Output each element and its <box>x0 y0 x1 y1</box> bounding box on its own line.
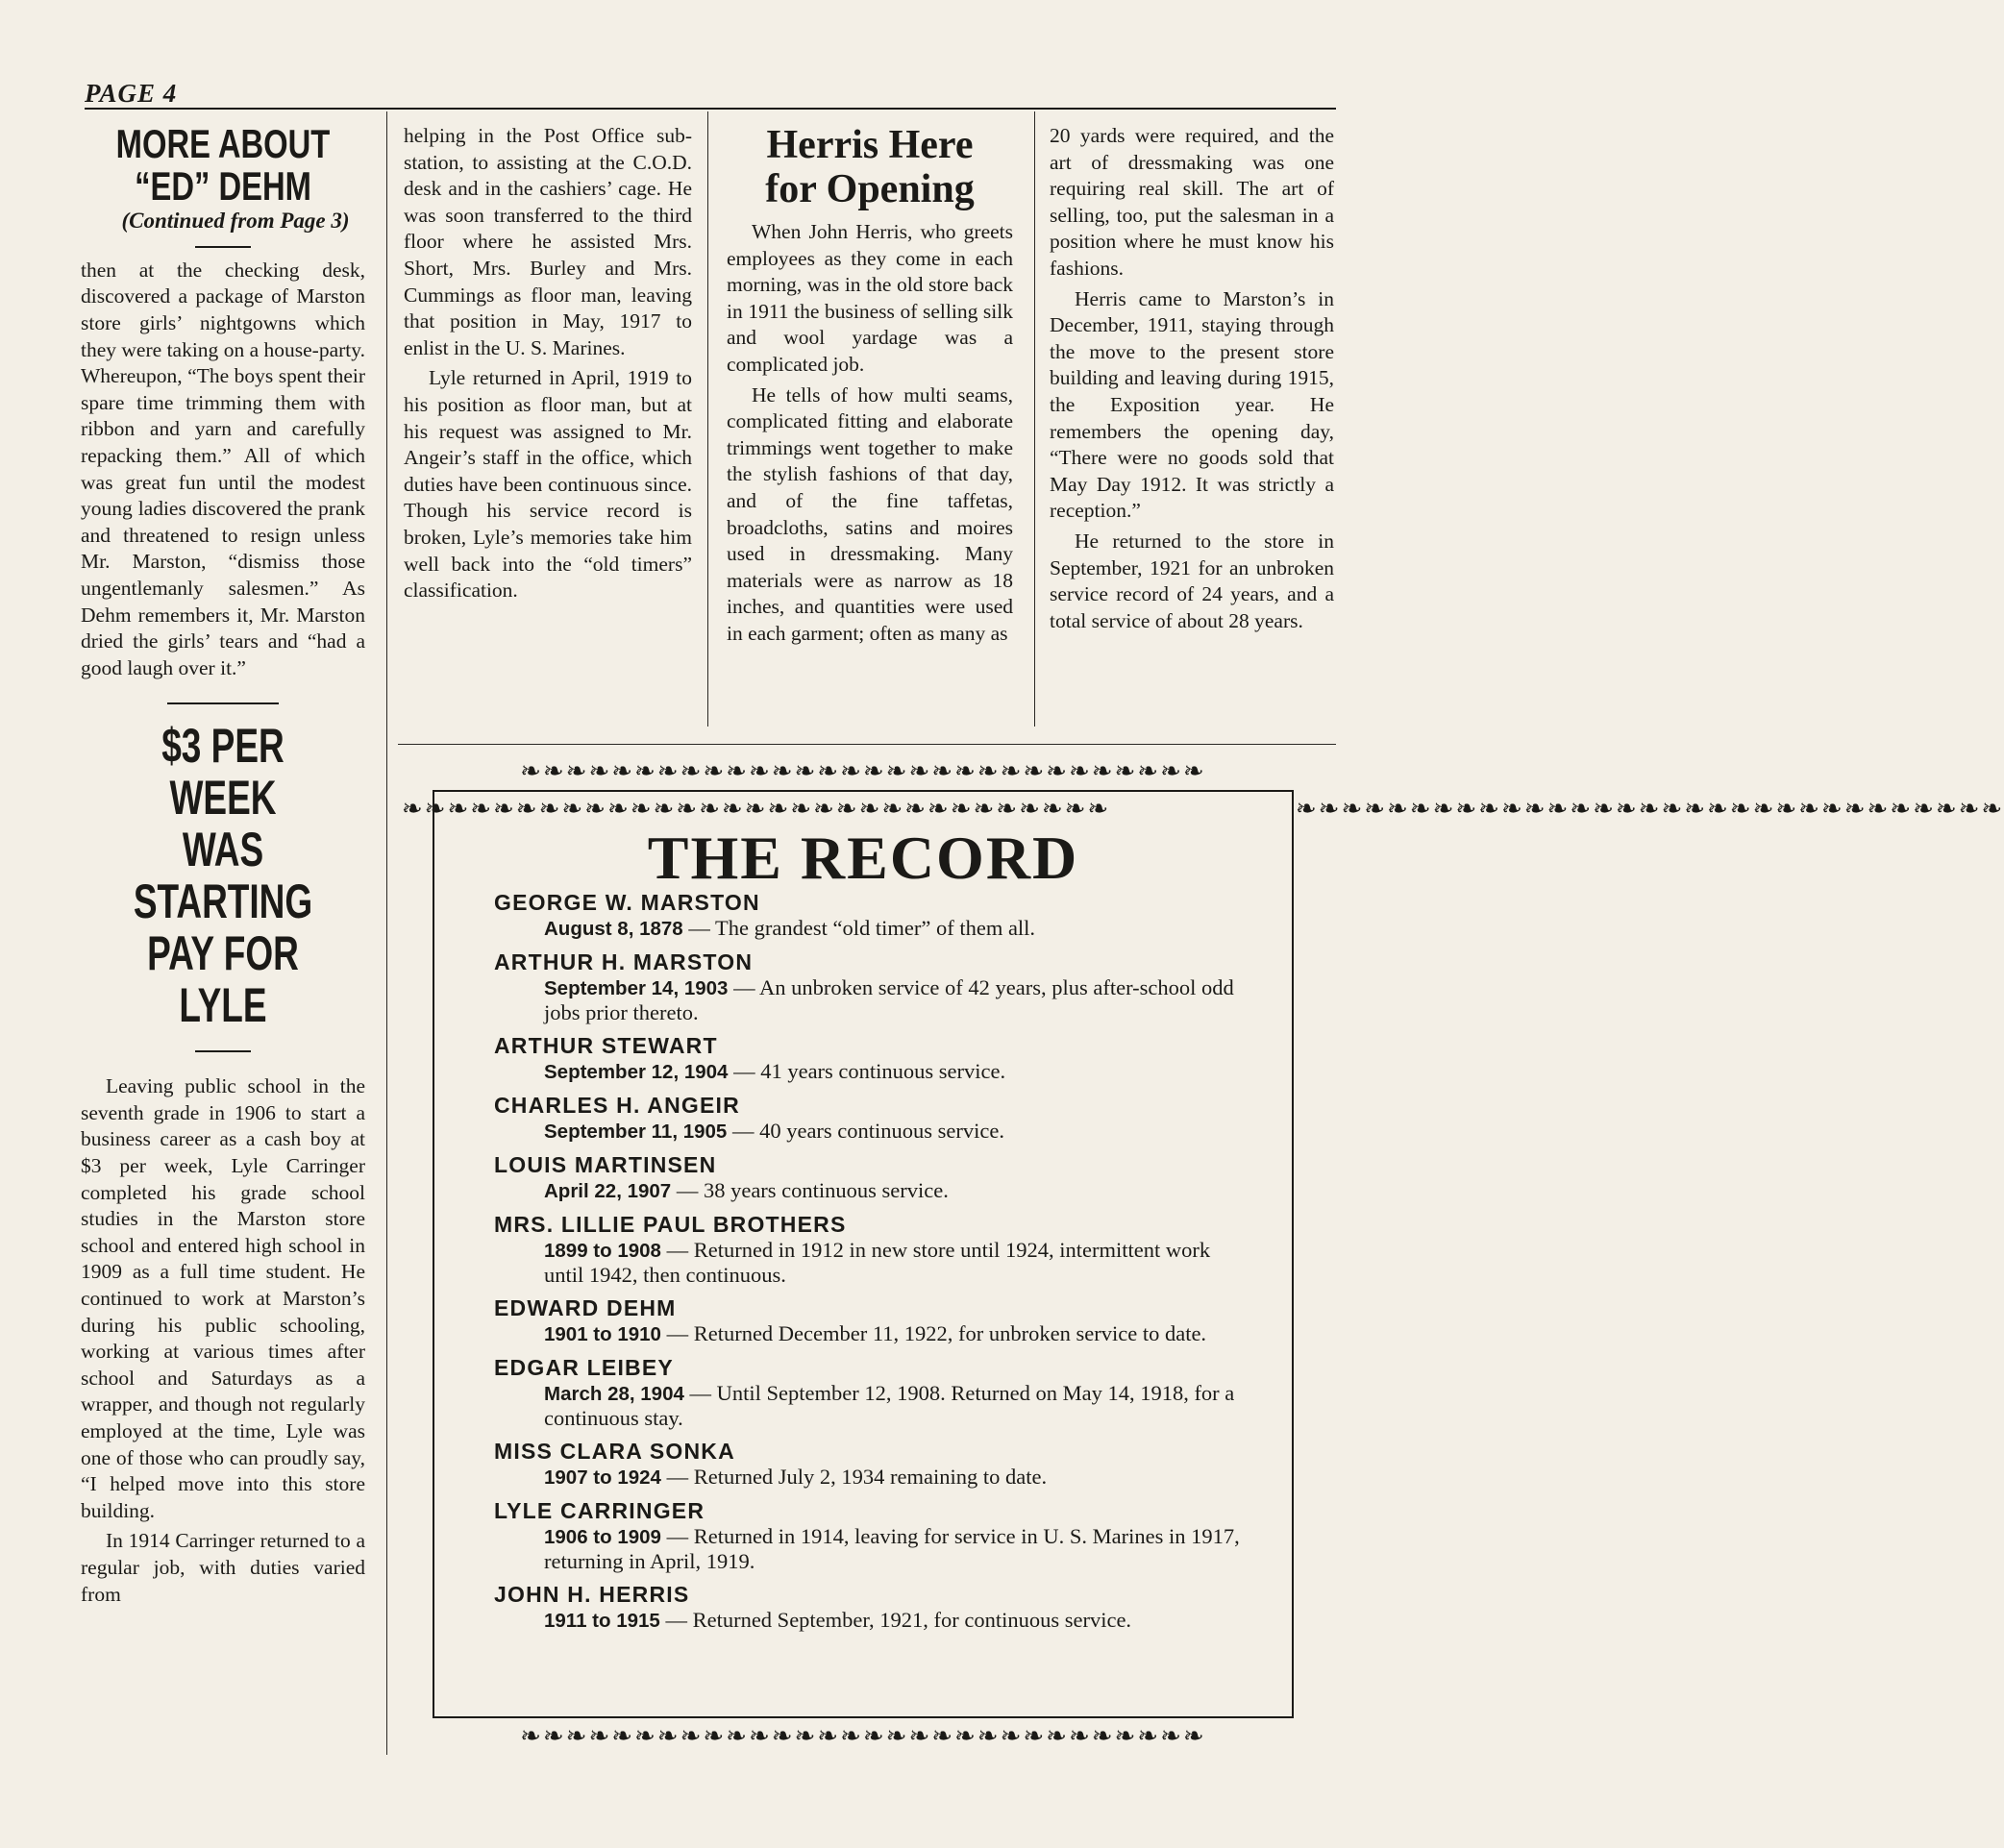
record-entry <box>494 1212 1253 1287</box>
record-entry-date: September 12, 1904 <box>544 1061 729 1083</box>
ornamental-border-right: ❧❧❧❧❧❧❧❧❧❧❧❧❧❧❧❧❧❧❧❧❧❧❧❧❧❧❧❧❧❧❧ <box>1296 795 2004 824</box>
record-entry <box>494 1355 1253 1430</box>
record-entry-text: An unbroken service of 42 years, plus after-school odd jobs prior thereto. <box>544 975 1234 1024</box>
em-dash: — <box>683 1381 717 1405</box>
record-entry-name: LOUIS MARTINSEN <box>494 1152 717 1177</box>
em-dash: — <box>660 1238 694 1262</box>
record-entry-date: September 14, 1903 <box>544 977 729 999</box>
lyle-headline-line-1: $3 PER WEEK <box>161 719 285 825</box>
record-entry <box>494 1295 1253 1346</box>
record-entry <box>494 890 1253 941</box>
lyle-headline-line-3: PAY FOR LYLE <box>147 926 299 1033</box>
herris-continuation-1: 20 yards were required, and the art of dressmaking was one requiring real skill. The art of selling, too, put the salesman in a position where he must know his fashions. <box>1050 124 1334 280</box>
record-entry-date: March 28, 1904 <box>544 1383 684 1405</box>
herris-paragraph-1: When John Herris, who greets employees as they come in each morning, was in the old store back in 1911 the business of selling silk and wool yardage was a complicated job. <box>727 220 1013 376</box>
record-entry-name: EDGAR LEIBEY <box>494 1355 674 1380</box>
record-entry-text: Returned December 11, 1922, for unbroken service to date. <box>693 1321 1207 1345</box>
record-entry-detail <box>494 1119 1253 1144</box>
record-entry-text: Returned July 2, 1934 remaining to date. <box>693 1465 1048 1489</box>
continued-note: (Continued from Page 3) <box>121 209 350 234</box>
short-rule <box>195 1050 251 1052</box>
record-entry-detail <box>494 1238 1253 1287</box>
record-entry <box>494 949 1253 1024</box>
record-entry-name: MRS. LILLIE PAUL BROTHERS <box>494 1212 847 1237</box>
record-entry-date: 1899 to 1908 <box>544 1240 661 1262</box>
record-entry <box>494 1439 1253 1490</box>
em-dash: — <box>727 1119 760 1143</box>
lyle-article <box>81 720 365 1608</box>
record-entry-detail <box>494 1465 1253 1490</box>
em-dash: — <box>660 1465 694 1489</box>
em-dash: — <box>660 1524 694 1548</box>
record-entry-name: JOHN H. HERRIS <box>494 1582 690 1607</box>
column-2 <box>404 123 692 604</box>
record-entry <box>494 1152 1253 1203</box>
record-entry-text: Returned September, 1921, for continuous service. <box>692 1608 1132 1632</box>
lyle-paragraph-1: Leaving public school in the seventh grade in 1906 to start a business career as a cash boy at $3 per week, Lyle Carringer completed his grade school studies in the Marston store school and entered high school in 1909 as a full time student. He continued to work at Marston’s during his public schooling, working at various times after school and Saturdays as a wrapper, and though not regularly employed at the time, Lyle was one of those who can proudly say, “I helped move into this store building. <box>81 1074 365 1522</box>
record-entry-name: ARTHUR STEWART <box>494 1033 718 1058</box>
record-entry-name: GEORGE W. MARSTON <box>494 890 760 915</box>
record-entry-name: ARTHUR H. MARSTON <box>494 949 754 974</box>
short-rule <box>195 246 251 248</box>
record-entries <box>494 890 1253 1641</box>
record-entry <box>494 1093 1253 1144</box>
record-entry-date: April 22, 1907 <box>544 1180 672 1202</box>
record-box <box>398 755 2004 1753</box>
record-entry-detail <box>494 1381 1253 1430</box>
lyle-headline <box>117 720 328 1031</box>
em-dash: — <box>671 1178 704 1202</box>
record-entry-name: CHARLES H. ANGEIR <box>494 1093 740 1118</box>
record-entry-date: 1901 to 1910 <box>544 1323 661 1345</box>
ornamental-border-bottom: ❧❧❧❧❧❧❧❧❧❧❧❧❧❧❧❧❧❧❧❧❧❧❧❧❧❧❧❧❧❧ <box>520 1722 1206 1751</box>
herris-continuation-2: Herris came to Marston’s in December, 1911, staying through the move to the present store building and leaving during 1915, the Exposition year. He remembers the opening day, “There were no goods sold that May Day 1912. It was strictly a reception.” <box>1050 286 1334 523</box>
em-dash: — <box>728 1059 761 1083</box>
column-rule-2 <box>707 111 708 727</box>
herris-headline-line-1: Herris Here <box>766 123 974 167</box>
ed-dehm-headline-line-1: MORE ABOUT <box>115 121 331 166</box>
em-dash: — <box>660 1321 694 1345</box>
record-entry-detail <box>494 975 1253 1024</box>
record-entry-detail <box>494 916 1253 941</box>
ornamental-border-left: ❧❧❧❧❧❧❧❧❧❧❧❧❧❧❧❧❧❧❧❧❧❧❧❧❧❧❧❧❧❧❧ <box>402 795 1111 824</box>
column-3 <box>727 123 1013 648</box>
record-entry-name: MISS CLARA SONKA <box>494 1439 735 1464</box>
record-entry-text: 38 years continuous service. <box>703 1178 949 1202</box>
herris-paragraph-2: He tells of how multi seams, complicated fitting and elaborate trimmings went together to make the stylish fashions of that day, and of the fine taffetas, broadcloths, satins and moires used in dressmaking. Many materials were as narrow as 18 inches, and quantities were used in each garment; often as many as <box>727 382 1013 645</box>
record-entry-detail <box>494 1608 1253 1633</box>
record-entry-date: 1911 to 1915 <box>544 1610 660 1632</box>
record-entry-text: Returned in 1914, leaving for service in U. S. Marines in 1917, returning in April, 1919. <box>544 1524 1240 1573</box>
lyle-continuation-2: Lyle returned in April, 1919 to his position as floor man, but at his request was assigned to Mr. Angeir’s staff in the office, which duties have been continuous since. Though his service record is broken, Lyle’s memories take him well back into the “old timers” classification. <box>404 366 692 603</box>
em-dash: — <box>682 916 716 940</box>
column-1 <box>81 123 365 1608</box>
record-entry-name: LYLE CARRINGER <box>494 1498 705 1523</box>
record-entry <box>494 1498 1253 1573</box>
record-entry-date: August 8, 1878 <box>544 918 683 940</box>
column-rule-3 <box>1034 111 1035 727</box>
record-entry-text: Returned in 1912 in new store until 1924, intermittent work until 1942, then continuous. <box>544 1238 1211 1287</box>
record-entry-text: 41 years continuous service. <box>760 1059 1006 1083</box>
ed-dehm-headline <box>112 123 334 208</box>
ed-dehm-headline-line-2: “ED” DEHM <box>135 163 311 209</box>
record-entry-detail <box>494 1524 1253 1573</box>
ed-dehm-body: then at the checking desk, discovered a package of Marston store girls’ nightgowns which they were taking on a house-party. Whereupon, “The boys spent their spare time trimming them with ribbon and yarn and carefully repacking them.” All of which was great fun until the modest young ladies discovered the prank and threatened to resign unless Mr. Marston, “dismiss those ungentlemanly salesmen.” As Dehm remembers it, Mr. Marston dried the girls’ tears and “had a good laugh over it.” <box>81 258 365 679</box>
article-divider <box>167 702 279 704</box>
record-entry-date: 1907 to 1924 <box>544 1466 661 1489</box>
lyle-continuation-1: helping in the Post Office sub-station, to assisting at the C.O.D. desk and in the cashiers’ cage. He was soon transferred to the third floor where he assisted Mrs. Short, Mrs. Burley and Mrs. Cummings as floor man, leaving that position in May, 1917 to enlist in the U. S. Marines. <box>404 124 692 359</box>
record-entry-detail <box>494 1059 1253 1084</box>
column-4 <box>1050 123 1334 634</box>
record-entry-date: September 11, 1905 <box>544 1121 728 1143</box>
section-rule <box>398 744 1336 745</box>
page-number: PAGE 4 <box>85 79 178 108</box>
herris-headline-line-2: for Opening <box>765 167 975 211</box>
ed-dehm-article <box>81 123 365 681</box>
em-dash: — <box>728 975 759 999</box>
lyle-paragraph-2: In 1914 Carringer returned to a regular job, with duties varied from <box>81 1529 365 1606</box>
record-entry-name: EDWARD DEHM <box>494 1295 677 1320</box>
herris-headline <box>727 123 1013 211</box>
record-entry <box>494 1033 1253 1084</box>
record-entry-detail <box>494 1321 1253 1346</box>
record-entry-text: The grandest “old timer” of them all. <box>715 916 1036 940</box>
record-entry-text: 40 years continuous service. <box>759 1119 1005 1143</box>
record-entry-text: Until September 12, 1908. Returned on May 14, 1918, for a continuous stay. <box>544 1381 1235 1430</box>
column-rule-1 <box>386 111 387 1755</box>
ornamental-border-top: ❧❧❧❧❧❧❧❧❧❧❧❧❧❧❧❧❧❧❧❧❧❧❧❧❧❧❧❧❧❧ <box>520 757 1206 786</box>
record-entry-date: 1906 to 1909 <box>544 1526 661 1548</box>
top-rule <box>85 108 1336 110</box>
herris-continuation-3: He returned to the store in September, 1921 for an unbroken service record of 24 years, and a total service of about 28 years. <box>1050 529 1334 632</box>
record-entry-detail <box>494 1178 1253 1203</box>
lyle-headline-line-2: WAS STARTING <box>133 823 313 929</box>
em-dash: — <box>659 1608 693 1632</box>
record-title: THE RECORD <box>647 824 1079 892</box>
record-entry <box>494 1582 1253 1633</box>
